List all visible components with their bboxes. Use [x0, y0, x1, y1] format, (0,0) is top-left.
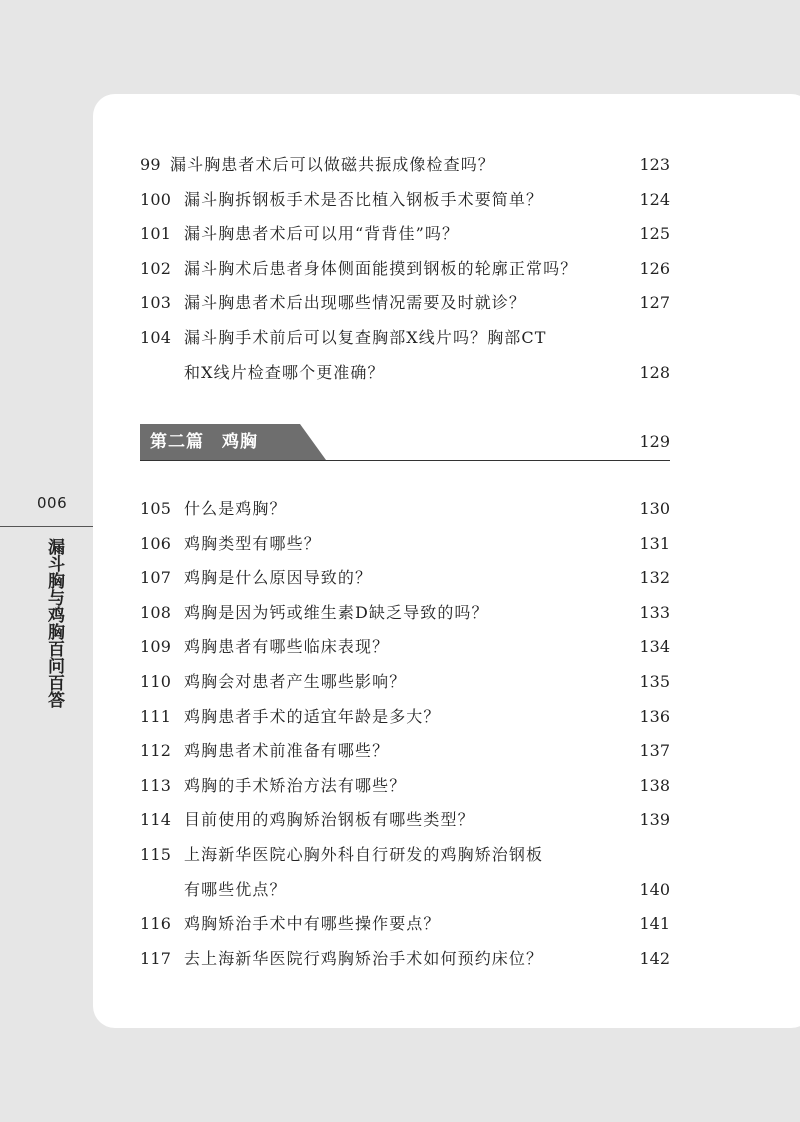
- toc-entry-page: 141: [639, 914, 670, 934]
- toc-entry-title: 漏斗胸患者术后可以做磁共振成像检查吗？: [170, 155, 495, 174]
- toc-entry[interactable]: [140, 527, 670, 562]
- toc-entry-page: 134: [639, 637, 670, 657]
- toc-entry-page: 135: [639, 671, 670, 691]
- toc-entry[interactable]: [140, 838, 670, 873]
- toc-entry-page: 123: [639, 155, 670, 174]
- toc-entry-number: 115: [140, 844, 172, 864]
- toc-entry-number: 107: [140, 568, 172, 588]
- toc-entry-page: 128: [639, 362, 670, 382]
- toc-entry-title: 漏斗胸手术前后可以复查胸部X线片吗？胸部CT: [184, 327, 547, 347]
- toc-entry[interactable]: [140, 148, 670, 183]
- toc-entry-title: 目前使用的鸡胸矫治钢板有哪些类型？: [184, 810, 475, 830]
- toc-entry-number: 113: [140, 775, 172, 795]
- toc-entry-number: 108: [140, 602, 172, 622]
- toc-entry-continuation[interactable]: [140, 356, 670, 391]
- toc-entry-number: 109: [140, 637, 172, 657]
- toc-entry-page: 131: [639, 533, 670, 553]
- side-tab: [0, 484, 93, 744]
- toc-entry[interactable]: [140, 665, 670, 700]
- toc-entry[interactable]: [140, 769, 670, 804]
- toc-entry[interactable]: [140, 492, 670, 527]
- toc-list-top: [140, 148, 670, 390]
- toc-entry-number: 105: [140, 499, 172, 518]
- toc-entry-title: 鸡胸患者有哪些临床表现？: [184, 637, 390, 657]
- toc-entry[interactable]: [140, 630, 670, 665]
- toc-entry-page: 139: [639, 810, 670, 830]
- toc-entry-number: 103: [140, 293, 172, 313]
- toc-entry-page: 132: [639, 568, 670, 588]
- toc-entry-number: 116: [140, 914, 172, 934]
- toc-entry-page: 137: [639, 741, 670, 761]
- toc-entry-title: 有哪些优点？: [184, 879, 287, 899]
- toc-entry-page: 138: [639, 775, 670, 795]
- toc-entry-number: 110: [140, 671, 172, 691]
- toc-entry[interactable]: [140, 217, 670, 252]
- toc-list-bottom: [140, 492, 670, 976]
- toc-entry-number: 117: [140, 948, 172, 968]
- toc-entry-page: 125: [639, 224, 670, 244]
- page-number: 006: [37, 494, 68, 512]
- toc-entry-title: 漏斗胸术后患者身体侧面能摸到钢板的轮廓正常吗？: [184, 258, 578, 278]
- toc-entry-title: 什么是鸡胸？: [184, 499, 287, 518]
- toc-entry-page: 136: [639, 706, 670, 726]
- toc-entry-title: 漏斗胸拆钢板手术是否比植入钢板手术要简单？: [184, 189, 544, 209]
- toc-entry-title: 上海新华医院心胸外科自行研发的鸡胸矫治钢板: [184, 844, 544, 864]
- toc-entry[interactable]: [140, 183, 670, 218]
- toc-entry[interactable]: [140, 907, 670, 942]
- toc-entry-title: 鸡胸类型有哪些？: [184, 533, 321, 553]
- toc-entry[interactable]: [140, 321, 670, 356]
- toc-entry-title: 漏斗胸患者术后可以用“背背佳”吗？: [184, 224, 460, 244]
- toc-entry-title: 去上海新华医院行鸡胸矫治手术如何预约床位？: [184, 948, 544, 968]
- toc-entry-title: 鸡胸是因为钙或维生素D缺乏导致的吗？: [184, 602, 489, 622]
- toc-entry[interactable]: [140, 734, 670, 769]
- toc-entry[interactable]: [140, 803, 670, 838]
- toc-entry[interactable]: [140, 700, 670, 735]
- toc-entry-number: 112: [140, 741, 172, 761]
- section-rule: [140, 460, 670, 461]
- toc-entry-number: 101: [140, 224, 172, 244]
- toc-entry-title: 和X线片检查哪个更准确？: [184, 362, 385, 382]
- toc-entry-number: 106: [140, 533, 172, 553]
- section-page: 129: [639, 432, 670, 451]
- toc-entry-title: 漏斗胸患者术后出现哪些情况需要及时就诊？: [184, 293, 527, 313]
- toc-entry-page: 127: [639, 293, 670, 313]
- toc-entry[interactable]: [140, 286, 670, 321]
- book-title: 漏斗胸与鸡胸百问百答: [44, 538, 64, 708]
- toc-entry-title: 鸡胸是什么原因导致的？: [184, 568, 373, 588]
- toc-entry-page: 142: [639, 948, 670, 968]
- toc-entry[interactable]: [140, 561, 670, 596]
- toc-entry[interactable]: [140, 596, 670, 631]
- toc-entry-title: 鸡胸患者手术的适宜年龄是多大？: [184, 706, 441, 726]
- side-divider: [0, 526, 93, 527]
- toc-entry-page: 133: [639, 602, 670, 622]
- toc-entry-page: 130: [639, 499, 670, 518]
- toc-entry-number: 114: [140, 810, 172, 830]
- toc-entry-title: 鸡胸矫治手术中有哪些操作要点？: [184, 914, 441, 934]
- toc-entry[interactable]: [140, 252, 670, 287]
- toc-entry-title: 鸡胸的手术矫治方法有哪些？: [184, 775, 407, 795]
- section-title: 第二篇 鸡胸: [150, 432, 258, 452]
- toc-entry-page: 124: [639, 189, 670, 209]
- toc-entry-page: 126: [639, 258, 670, 278]
- toc-entry[interactable]: [140, 942, 670, 977]
- toc-entry-number: 111: [140, 706, 172, 726]
- toc-entry-continuation[interactable]: [140, 873, 670, 908]
- toc-entry-title: 鸡胸会对患者产生哪些影响？: [184, 671, 407, 691]
- toc-entry-page: 140: [639, 879, 670, 899]
- toc-entry-number: 102: [140, 258, 172, 278]
- toc-entry-number: 100: [140, 189, 172, 209]
- toc-entry-number: 104: [140, 327, 172, 347]
- toc-entry-number: 99: [140, 155, 161, 174]
- section-header[interactable]: [140, 424, 670, 462]
- toc-entry-title: 鸡胸患者术前准备有哪些？: [184, 741, 390, 761]
